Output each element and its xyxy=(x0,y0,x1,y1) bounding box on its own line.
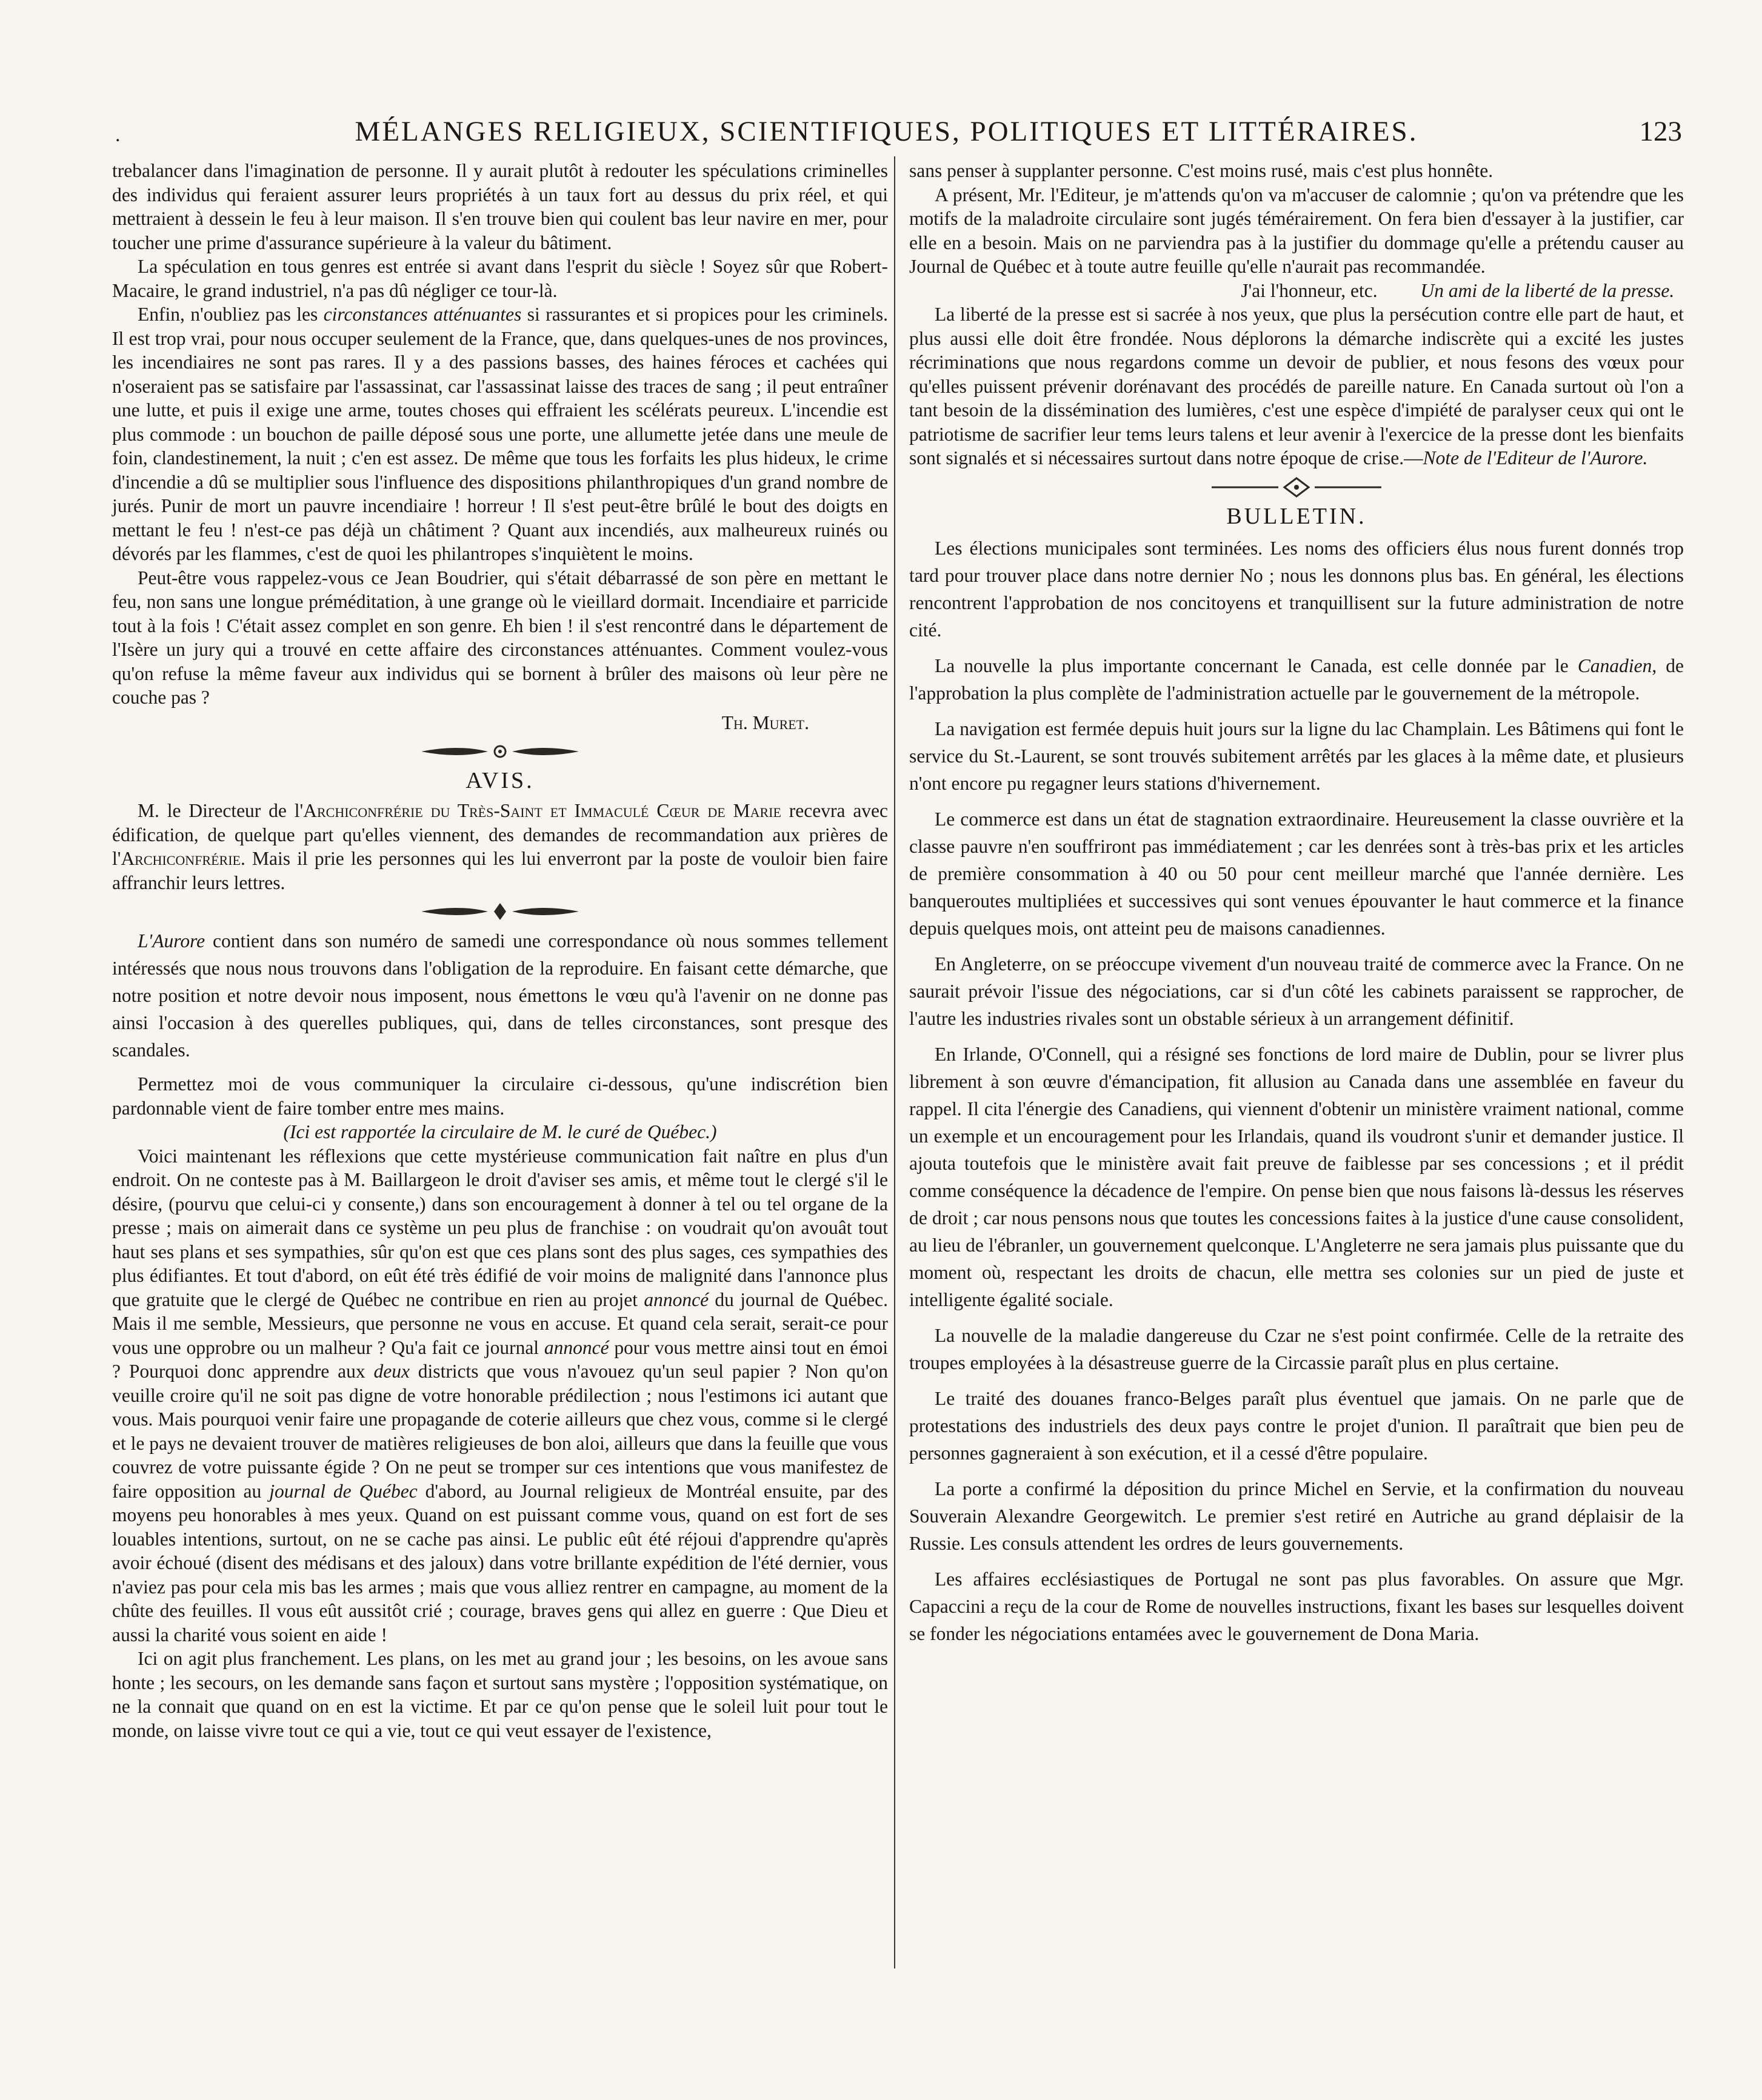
page-number: 123 xyxy=(1639,116,1682,147)
article-paragraph: trebalancer dans l'imagination de personne. Il y aurait plutôt à redouter les spéculations criminelles des individus qui feraient assurer leurs propriétés à un taux fort au dessus du prix réel, et qui mettraient à dessein le feu à leur maison. Il s'en trouve bien qui coulent bas leur navire en mer, pour toucher une prime d'assurance supérieure à la valeur du bâtiment. xyxy=(112,160,888,253)
section-title-bulletin: BULLETIN. xyxy=(1226,503,1367,529)
letter-paragraph: A présent, Mr. l'Editeur, je m'attends qu'on va m'accuser de calomnie ; qu'on va prétendre que les motifs de la maladroite circulaire sont jugés témérairement. On fera bien d'essayer à la justifier, car elle en a besoin. Mais on ne parviendra pas à la justifier du dommage qu'elle a prétendu causer au Journal de Québec et à toute autre feuille qu'elle n'aurait pas recommandée. xyxy=(909,184,1684,277)
letter-paragraph: Voici maintenant les réflexions que cette mystérieuse communication fait naître en plus d'un endroit. On ne conteste pas à M. Baillargeon le droit d'aviser ses amis, et même tout le clergé s'il le désire, (pourvu que celui-ci y consente,) dans son encouragement à donner à tel ou tel organe de la presse ; mais on aimerait dans ce système un peu plus de franchise : on voudrait qu'on avouât tout haut ses plans et ses sympathies, sûr qu'on est que ces plans sont des plus sages, ces sympathies des plus édifiantes. Et tout d'abord, on eût été très édifié de voir moins de malignité dans l'annonce plus que gratuite que le clergé de Québec ne contribue en rien au projet annoncé du journal de Québec. Mais il me semble, Messieurs, que personne ne vous en accuse. Et quand cela serait, serait-ce pour vous une opprobre ou un malheur ? Qu'a fait ce journal annoncé pour vous mettre ainsi tout en émoi ? Pourquoi donc apprendre aux deux districts que vous n'avouez qu'un seul papier ? Non qu'on veuille croire qu'il ne soit pas digne de votre honorable prédilection ; nous l'estimons ici autant que vous. Mais pourquoi venir faire une propagande de coterie ailleurs que chez vous, comme si le clergé et le pays ne devaient trouver de matières religieuses de bon aloi, ailleurs que dans la feuille que vous couvrez de votre puissante égide ? On ne peut se tromper sur ces intentions que vous manifestez de faire opposition au journal de Québec d'abord, au Journal religieux de Montréal ensuite, par des moyens peu honorables à mes yeux. Quand on est puissant comme vous, quand on est fort de ses louables intentions, surtout, on ne se cache pas ainsi. Le public eût été réjoui d'apprendre qu'après avoir échoué (disent des médisans et des jaloux) dans votre brillante expédition de l'été dernier, vous n'aviez pas pour cela mis bas les armes ; mais que vous alliez rentrer en campagne, au moment de la chûte des feuilles. Il vous eût aussitôt crié ; courage, braves gens qui allez en guerre : Que Dieu et aussi la charité vous soient en aide ! xyxy=(112,1145,888,1645)
article-paragraph: Peut-être vous rappelez-vous ce Jean Boudrier, qui s'était débarrassé de son père en mettant le feu, non sans une longue préméditation, à une grange où le vieillard dormait. Incendiaire et parricide tout à la fois ! C'était assez complet en son genre. Eh bien ! il s'est rencontré dans le département de l'Isère un jury qui a trouvé en cette affaire des circonstances atténuantes. Comment voulez-vous qu'on refuse la même faveur aux individus qui se bornent à brûler des maisons où leur père ne couche pas ? xyxy=(112,567,888,708)
ornament-divider xyxy=(909,475,1684,502)
header-dot: . xyxy=(115,124,121,146)
article-paragraph: Enfin, n'oubliez pas les circonstances atténuantes si rassurantes et si propices pour les criminels. Il est trop vrai, pour nous occuper seulement de la France, que, dans quelques-unes de nos provinces, les incendiaires ne sont pas rares. Il y a des passions basses, des haines féroces et cachées qui n'oseraient pas se satisfaire par l'assassinat, car l'assassinat laisse des traces de sang ; il peut entraîner une lutte, et puis il exige une arme, toutes choses qui effraient les scélérats peureux. L'incendie est plus commode : un bouchon de paille déposé sous une porte, une allumette jetée dans une meule de foin, clandestinement, la nuit ; c'en est assez. De même que tous les forfaits les plus hideux, le crime d'incendie a dû se multiplier sous l'influence des dispositions philanthropiques d'un grand nombre de jurés. Punir de mort un pauvre incendiaire ! horreur ! Il s'est peut-être brûlé le bout des doigts en mettant le feu ! n'est-ce pas déjà un châtiment ? Quant aux incendiés, aux malheureux ruinés ou dévorés par les flammes, c'est de quoi les philantropes s'inquiètent le moins. xyxy=(112,304,888,564)
news-paragraph: La nouvelle de la maladie dangereuse du Czar ne s'est point confirmée. Celle de la retraite des troupes employées à la désastreuse guerre de la Circassie paraît plus en plus certaine. xyxy=(909,1324,1684,1373)
column-rule xyxy=(894,156,895,1968)
news-paragraph: La porte a confirmé la déposition du prince Michel en Servie, et la confirmation du nouveau Souverain Alexandre Georgewitch. Le premier s'est retiré en Autriche au grand déplaisir de la Russie. Les consuls attendent les ordres de leurs gouvernements. xyxy=(909,1478,1684,1554)
editorial-note: (Ici est rapportée la circulaire de M. le curé de Québec.) xyxy=(283,1121,717,1142)
article-paragraph: L'Aurore contient dans son numéro de samedi une correspondance où nous sommes tellement intéressés que nous nous trouvons dans l'obligation de la reproduire. En faisant cette démarche, que notre position et notre devoir nous imposent, nous émettons le vœu qu'à l'avenir on ne donne pas ainsi l'occasion à des querelles publiques, qui, dans de telles circonstances, sont presque des scandales. xyxy=(112,930,888,1061)
ornament-divider xyxy=(112,739,888,766)
letter-paragraph: sans penser à supplanter personne. C'est moins rusé, mais c'est plus honnête. xyxy=(909,160,1493,181)
news-paragraph: La navigation est fermée depuis huit jours sur la ligne du lac Champlain. Les Bâtimens qui font le service du St.-Laurent, se sont trouvés subitement arrêtés par les glaces à la même date, et plusieurs n'ont encore pu regagner leurs stations d'hivernement. xyxy=(909,718,1684,794)
right-column xyxy=(909,159,1684,1647)
letter-paragraph: Ici on agit plus franchement. Les plans, on les met au grand jour ; les besoins, on les avoue sans honte ; les secours, on les demande sans façon et surtout sans mystère ; l'opposition systématique, on ne la connait que quand on en est la victime. Et par ce qu'on pense que le soleil luit pour tout le monde, on laisse vivre tout ce qui a vie, tout ce qui veut essayer de l'existence, xyxy=(112,1648,888,1741)
bulletin-block xyxy=(909,535,1684,1647)
letter-paragraph: Permettez moi de vous communiquer la circulaire ci-dessous, qu'une indiscrétion bien pardonnable vient de faire tomber entre mes mains. xyxy=(112,1073,888,1119)
news-paragraph: En Angleterre, on se préoccupe vivement d'un nouveau traité de commerce avec la France. On ne saurait prévoir l'issue des négociations, car si d'un côté les cabinets paraissent se rapprocher, de l'autre les industries rivales sont un obstable sérieux à un arrangement définitif. xyxy=(909,953,1684,1029)
aurore-block xyxy=(112,927,888,1064)
running-title: MÉLANGES RELIGIEUX, SCIENTIFIQUES, POLITIQUES ET LITTÉRAIRES. xyxy=(355,116,1418,147)
news-paragraph: Le traité des douanes franco-Belges paraît plus éventuel que jamais. On ne parle que de protestations des industriels des deux pays contre le projet d'union. Il paraîtrait que bien peu de personnes gagneraient à son exécution, et il a cessé d'être populaire. xyxy=(909,1387,1684,1464)
editorial-paragraph: La liberté de la presse est si sacrée à nos yeux, que plus la persécution contre elle part de haut, et plus aussi elle doit être frondée. Nous déplorons la démarche indiscrète qui a excité les justes récriminations que nous regardons comme un devoir de publier, et nous fesons des vœux pour qu'elles puissent prévenir dorénavant des procédés de pareille nature. En Canada surtout où l'on a tant besoin de la dissémination des lumières, c'est une espèce d'impiété de paralyser ceux qui ont le patriotisme de sacrifier leur tems leurs talens et leur avenir à l'exercice de la presse dont les bienfaits sont signalés et si nécessaires surtout dans notre époque de crise.—Note de l'Editeur de l'Aurore. xyxy=(909,304,1684,468)
article-paragraph: La spéculation en tous genres est entrée si avant dans l'esprit du siècle ! Soyez sûr que Robert-Macaire, le grand industriel, n'a pas dû négliger ce tour-là. xyxy=(112,256,888,301)
notice-paragraph: M. le Directeur de l'Archiconfrérie du Très-Saint et Immaculé Cœur de Marie recevra avec édification, de quelque part qu'elles viennent, des demandes de recommandation aux prières de l'Archiconfrérie. Mais il prie les personnes qui les lui enverront par la poste de vouloir bien faire affranchir leurs lettres. xyxy=(112,800,889,893)
news-paragraph: Les affaires ecclésiastiques de Portugal ne sont pas plus favorables. On assure que Mgr. Capaccini a reçu de la cour de Rome de nouvelles instructions, fixant les bases sur lesquelles doivent se fonder les négociations entamées avec le gouvernement de Dona Maria. xyxy=(909,1568,1684,1644)
page-header xyxy=(91,110,1682,153)
section-title-avis: AVIS. xyxy=(466,768,535,793)
news-paragraph: Le commerce est dans un état de stagnation extraordinaire. Heureusement la classe ouvrière et la classe pauvre n'en souffriront pas immédiatement ; car les denrées sont à très-bas prix et les articles de première consommation à 40 ou 50 pour cent meilleur marché que l'année dernière. Les banqueroutes multipliées et successives qui sont venues épouvanter le haut commerce et la finance depuis quelques mois, ont atteint peu de maisons canadiennes. xyxy=(909,808,1684,939)
ornament-divider xyxy=(112,899,888,926)
news-paragraph: Les élections municipales sont terminées. Les noms des officiers élus nous furent donnés trop tard pour trouver place dans notre dernier No ; nous les donnons plus bas. En général, les élections rencontrent l'approbation de nos concitoyens et tranquillisent sur la future administration de notre cité. xyxy=(909,537,1684,641)
news-paragraph: La nouvelle la plus importante concernant le Canada, est celle donnée par le Canadien, de l'approbation la plus complète de l'administration actuelle par le gouvernement de la métropole. xyxy=(909,655,1684,704)
author-signature: Th. Muret. xyxy=(721,712,809,733)
left-column xyxy=(112,159,888,1742)
letter-signature: J'ai l'honneur, etc. Un ami de la liberté de la presse. xyxy=(1241,279,1675,301)
news-paragraph: En Irlande, O'Connell, qui a résigné ses fonctions de lord maire de Dublin, pour se livrer plus librement à son œuvre d'émancipation, fit allusion au Canada dans une assemblée en faveur du rappel. Il cita l'énergie des Canadiens, qui viennent d'obtenir un ministère vraiment national, comme un exemple et un encouragement pour les Irlandais, quand ils voudront s'unir et demander justice. Il ajouta toutefois que le ministère avait fait preuve de faiblesse par ses concessions ; et il prédit comme conséquence la décadence de l'empire. On pense bien que nous faisons là-dessus les réserves de droit ; car nous pensons nous que toutes les concessions faites à la justice d'une cause consolident, au lieu de l'ébranler, un gouvernement quelconque. L'Angleterre ne sera jamais plus puissante que du moment où, respectant les droits de chacun, elle mettra ses colonies sur un pied de juste et intelligente égalité sociale. xyxy=(909,1043,1684,1310)
